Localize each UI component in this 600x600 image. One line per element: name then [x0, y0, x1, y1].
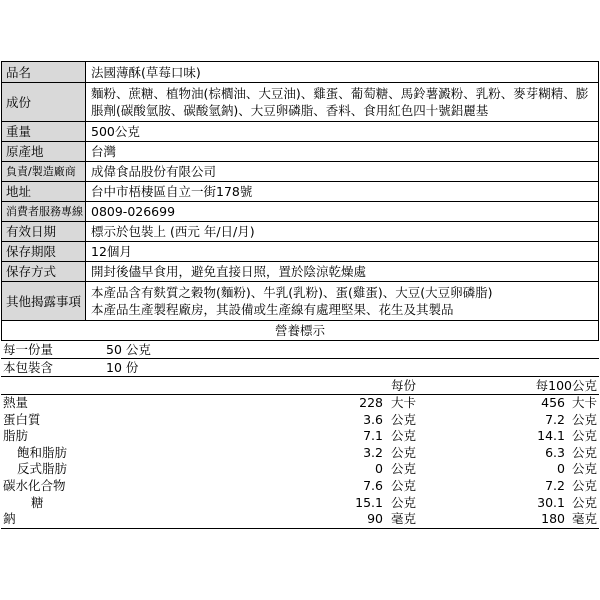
nutrient-name: 鈉 [3, 511, 16, 527]
row-ingredients [2, 83, 599, 122]
nutrient-unit-per-100g: 公克 [572, 477, 598, 493]
nutrient-row [1, 395, 599, 412]
nutrient-name: 脂肪 [3, 428, 29, 444]
nutrient-name: 反式脂肪 [17, 461, 68, 477]
servings-per-package-value: 10 份 [106, 360, 139, 375]
nutrient-unit-per-serving: 公克 [391, 411, 417, 427]
nutrient-value-per-serving: 3.2 [363, 444, 383, 460]
label-weight: 重量 [2, 122, 86, 142]
nutrient-value-per-100g: 14.1 [537, 428, 565, 444]
nutrition-title: 營養標示 [2, 321, 599, 341]
row-name [2, 62, 599, 83]
nutrient-value-per-serving: 0 [375, 461, 383, 477]
nutrient-value-per-100g: 7.2 [545, 477, 565, 493]
value-storage: 開封後儘早食用，避免直接日照，置於陰涼乾燥處 [86, 262, 599, 282]
nutrient-row [1, 428, 599, 445]
value-weight: 500公克 [86, 122, 599, 142]
row-shelf-life [2, 242, 599, 262]
value-disclosure [86, 282, 599, 321]
product-label-sheet [0, 61, 600, 529]
product-info-table [1, 61, 599, 341]
nutrient-row [1, 495, 599, 512]
label-address: 地址 [2, 182, 86, 202]
nutrient-name: 熱量 [3, 395, 29, 410]
serving-size-row [1, 341, 599, 359]
value-name: 法國薄酥(草莓口味) [86, 62, 599, 83]
nutrient-unit-per-100g: 公克 [572, 494, 598, 510]
row-nutrition-title [2, 321, 599, 341]
nutrient-value-per-serving: 3.6 [363, 411, 383, 427]
nutrient-value-per-100g: 180 [541, 511, 565, 527]
servings-per-package-label: 本包裝含 [3, 360, 54, 375]
label-hotline: 消費者服務專線 [2, 202, 86, 222]
servings-per-package-row [1, 359, 599, 376]
disclosure-line-1: 本產品含有麩質之穀物(麵粉)、牛乳(乳粉)、蛋(雞蛋)、大豆(大豆卵磷脂) [91, 285, 493, 300]
nutrient-value-per-serving: 228 [359, 395, 383, 410]
nutrition-facts [1, 341, 599, 529]
label-shelf-life: 保存期限 [2, 242, 86, 262]
value-origin: 台灣 [86, 142, 599, 162]
value-address: 台中市梧棲區自立一街178號 [86, 182, 599, 202]
nutrient-value-per-serving: 7.6 [363, 477, 383, 493]
nutrient-unit-per-100g: 公克 [572, 411, 598, 427]
nutrient-unit-per-100g: 毫克 [572, 511, 598, 527]
row-address [2, 182, 599, 202]
nutrient-unit-per-serving: 大卡 [391, 395, 417, 410]
serving-size-value: 50 公克 [106, 342, 151, 357]
nutrient-unit-per-serving: 公克 [391, 461, 417, 477]
nutrition-column-header [1, 376, 599, 395]
nutrient-name: 碳水化合物 [3, 477, 66, 493]
nutrient-unit-per-100g: 大卡 [572, 395, 598, 410]
value-manufacturer: 成偉食品股份有限公司 [86, 162, 599, 182]
nutrient-unit-per-100g: 公克 [572, 461, 598, 477]
label-origin: 原產地 [2, 142, 86, 162]
nutrient-name: 蛋白質 [3, 411, 41, 427]
label-name: 品名 [2, 62, 86, 83]
nutrient-value-per-serving: 7.1 [363, 428, 383, 444]
nutrient-unit-per-serving: 公克 [391, 444, 417, 460]
nutrient-row [1, 445, 599, 462]
nutrient-row [1, 511, 599, 529]
nutrient-row [1, 461, 599, 478]
label-manufacturer: 負責/製造廠商 [2, 162, 86, 182]
nutrient-unit-per-serving: 公克 [391, 494, 417, 510]
row-disclosure [2, 282, 599, 321]
value-expiry: 標示於包裝上 (西元 年/日/月) [86, 222, 599, 242]
nutrient-value-per-100g: 0 [557, 461, 565, 477]
per-serving-header: 每份 [390, 378, 416, 393]
nutrient-unit-per-serving: 公克 [391, 428, 417, 444]
row-manufacturer [2, 162, 599, 182]
disclosure-line-2: 本產品生產製程廠房，其設備或生產線有處理堅果、花生及其製品 [91, 302, 454, 317]
nutrient-row [1, 478, 599, 495]
nutrient-value-per-100g: 7.2 [545, 411, 565, 427]
row-expiry [2, 222, 599, 242]
nutrient-unit-per-serving: 毫克 [391, 511, 417, 527]
value-hotline: 0809-026699 [86, 202, 599, 222]
nutrient-name: 飽和脂肪 [17, 444, 68, 460]
nutrient-name: 糖 [31, 494, 44, 510]
nutrient-unit-per-100g: 公克 [572, 428, 598, 444]
label-disclosure: 其他揭露事項 [2, 282, 86, 321]
serving-size-label: 每一份量 [3, 342, 54, 357]
nutrient-unit-per-serving: 公克 [391, 477, 417, 493]
row-storage [2, 262, 599, 282]
value-ingredients: 麵粉、蔗糖、植物油(棕櫚油、大豆油)、雞蛋、葡萄糖、馬鈴薯澱粉、乳粉、麥芽糊精、膨脹劑(碳酸氫胺、碳酸氫鈉)、大豆卵磷脂、香料、食用紅色四十號鋁麗基 [86, 83, 599, 122]
row-origin [2, 142, 599, 162]
nutrient-value-per-serving: 90 [367, 511, 383, 527]
nutrient-row [1, 412, 599, 429]
label-ingredients: 成份 [2, 83, 86, 122]
label-expiry: 有效日期 [2, 222, 86, 242]
row-hotline [2, 202, 599, 222]
row-weight [2, 122, 599, 142]
label-storage: 保存方式 [2, 262, 86, 282]
per-100g-header: 每100公克 [535, 378, 597, 393]
nutrient-value-per-100g: 6.3 [545, 444, 565, 460]
nutrient-unit-per-100g: 公克 [572, 444, 598, 460]
nutrient-value-per-100g: 456 [541, 395, 565, 410]
nutrient-value-per-serving: 15.1 [355, 494, 383, 510]
value-shelf-life: 12個月 [86, 242, 599, 262]
nutrient-value-per-100g: 30.1 [537, 494, 565, 510]
